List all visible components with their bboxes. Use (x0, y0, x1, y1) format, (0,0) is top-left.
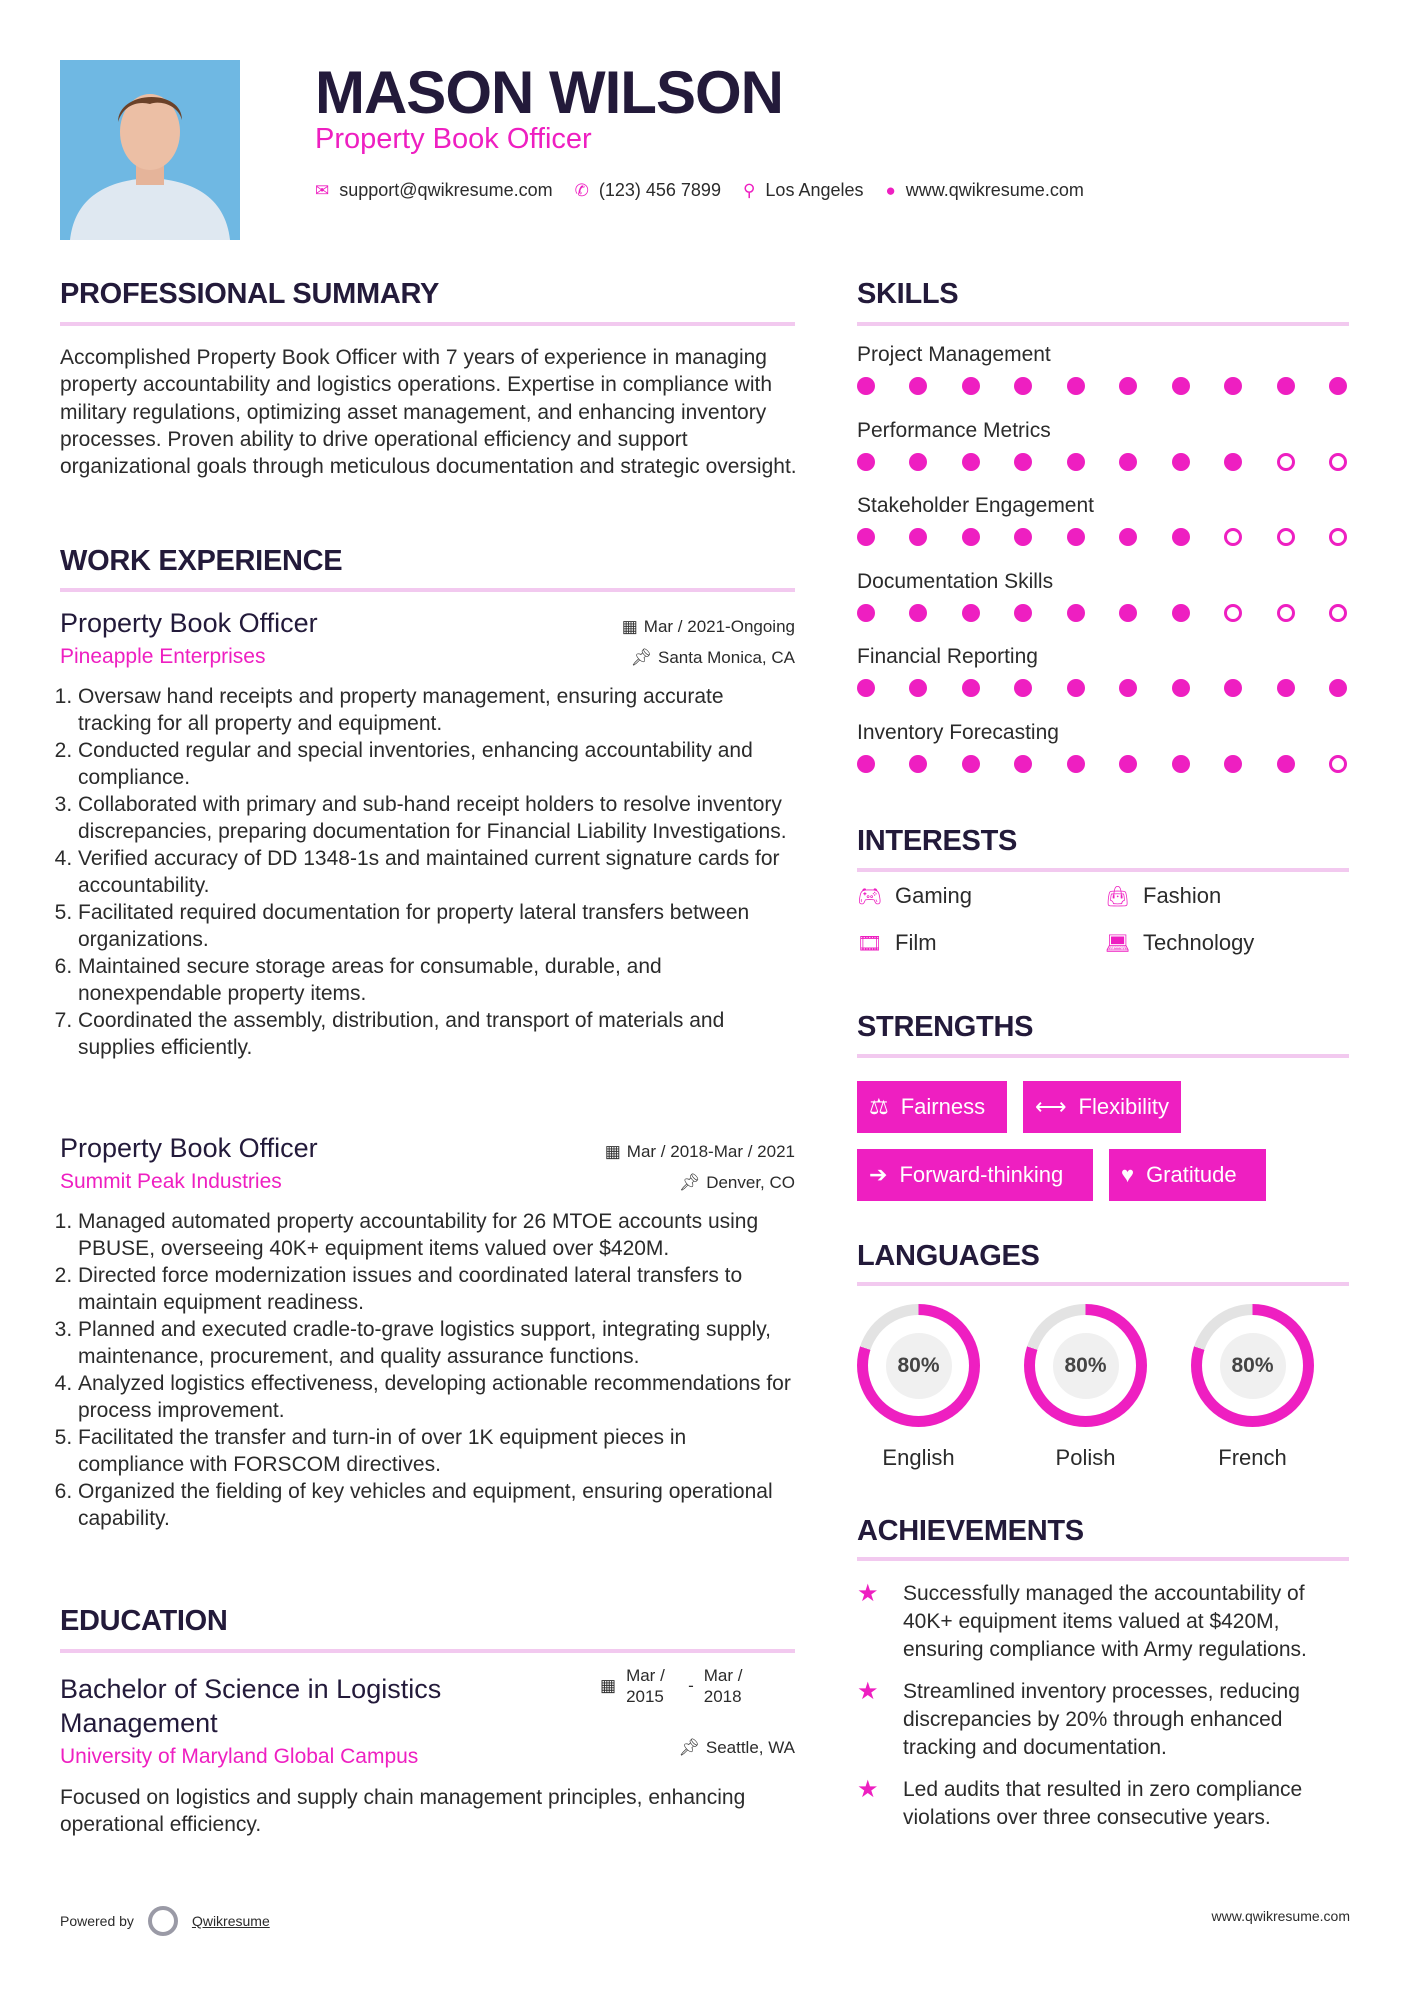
rating-dot-filled (1119, 604, 1137, 622)
rating-dot-empty (1329, 604, 1347, 622)
school-name: University of Maryland Global Campus (60, 1745, 419, 1768)
bullet: 1. Oversaw hand receipts and property management, ensuring accurate tracking for all property and equipment. (78, 683, 795, 737)
rating-dot-filled (1277, 377, 1295, 395)
rating-dot-filled (1172, 755, 1190, 773)
envelope-icon: ✉ (315, 180, 330, 200)
globe-icon: ● (885, 180, 896, 200)
company-name: Pineapple Enterprises (60, 645, 266, 668)
divider (60, 1649, 795, 1653)
rating-dot-filled (1014, 377, 1032, 395)
footer-website[interactable]: www.qwikresume.com (1211, 1908, 1350, 1924)
ring-hole (1035, 1315, 1136, 1416)
rating-dot-filled (857, 377, 875, 395)
shopping-bag-icon: 👜︎ (1105, 885, 1131, 908)
candidate-name: MASON WILSON (315, 59, 783, 126)
bullet: 1. Managed automated property accountability for 26 MTOE accounts using PBUSE, overseeing 40K+ equipment items valued over $420M. (78, 1208, 795, 1262)
interests-heading: INTERESTS (857, 825, 1018, 857)
powered-by-text: Powered by (60, 1913, 134, 1929)
achievement-text: Led audits that resulted in zero compliance violations over three consecutive years. (903, 1778, 1303, 1829)
thumbtack-icon: 📌︎ (630, 648, 652, 667)
language-percent: 80% (1220, 1333, 1286, 1399)
rating-dot-filled (962, 453, 980, 471)
rating-dot-filled (1224, 755, 1242, 773)
skill-rating (857, 377, 1347, 395)
skill-rating (857, 604, 1347, 622)
rating-dot-filled (857, 453, 875, 471)
strength-label: Fairness (900, 1094, 986, 1119)
strength-badge (1023, 1081, 1181, 1133)
laptop-icon: 💻︎ (1105, 932, 1131, 955)
balance-scale-icon: ⚖ (869, 1094, 889, 1119)
bullet: 5. Facilitated required documentation for property lateral transfers between organizations. (78, 899, 795, 953)
calendar-icon: ▦ (600, 1676, 617, 1695)
bullet: 6. Organized the fielding of key vehicles and equipment, ensuring operational capability. (78, 1478, 795, 1532)
bullet: 2. Conducted regular and special inventories, enhancing accountability and compliance. (78, 737, 795, 791)
rating-dot-filled (1329, 377, 1347, 395)
company-name: Summit Peak Industries (60, 1170, 282, 1193)
star-icon: ★ (857, 1580, 879, 1607)
skill-item (857, 570, 1357, 646)
calendar-icon: ▦ (604, 1142, 621, 1161)
summary-heading: PROFESSIONAL SUMMARY (60, 278, 440, 310)
rating-dot-filled (1014, 679, 1032, 697)
job-entry (60, 608, 795, 1061)
rating-dot-filled (1067, 755, 1085, 773)
rating-dot-filled (1014, 453, 1032, 471)
experience-heading: WORK EXPERIENCE (60, 545, 343, 577)
job-location: Santa Monica, CA (657, 648, 795, 667)
rating-dot-filled (1172, 528, 1190, 546)
summary-text: Accomplished Property Book Officer with 7 years of experience in managing property accountability and logistics operations. Expertise in compliance with military regulations, optimizing asset management, and enhancing inventory processes. Proven ability to drive operational efficiency and support organizational goals through meticulous documentation and strategic oversight. (60, 346, 797, 479)
education-heading: EDUCATION (60, 1605, 228, 1637)
location-text: Los Angeles (765, 180, 864, 200)
rating-dot-filled (1119, 755, 1137, 773)
bullet: 5. Facilitated the transfer and turn-in of over 1K equipment pieces in compliance with FORSCOM directives. (78, 1424, 795, 1478)
skill-item (857, 721, 1357, 797)
strength-badge (857, 1149, 1093, 1201)
rating-dot-empty (1277, 453, 1295, 471)
languages-list (857, 1304, 1314, 1471)
interest-item (1105, 930, 1254, 956)
skills-list (857, 343, 1357, 796)
skill-name: Inventory Forecasting (857, 720, 1059, 744)
language-name: Polish (1055, 1445, 1116, 1470)
rating-dot-filled (1224, 453, 1242, 471)
interest-label: Film (895, 930, 937, 955)
heart-icon: ♥ (1121, 1162, 1135, 1187)
language-progress-ring (857, 1304, 980, 1427)
job-title: Property Book Officer (60, 608, 318, 638)
rating-dot-empty (1329, 453, 1347, 471)
bullet: 6. Maintained secure storage areas for consumable, durable, and nonexpendable property items. (78, 953, 795, 1007)
rating-dot-filled (909, 679, 927, 697)
skill-rating (857, 453, 1347, 471)
rating-dot-empty (1329, 755, 1347, 773)
language-percent: 80% (1053, 1333, 1119, 1399)
language-progress-ring (1191, 1304, 1314, 1427)
bullet: 4. Analyzed logistics effectiveness, developing actionable recommendations for process improvement. (78, 1370, 795, 1424)
rating-dot-filled (1172, 453, 1190, 471)
skill-item (857, 419, 1357, 495)
degree-title: Bachelor of Science in Logistics Management (60, 1674, 442, 1738)
interest-label: Gaming (895, 883, 973, 908)
job-date: Mar / 2018-Mar / 2021 (626, 1142, 795, 1161)
rating-dot-filled (909, 755, 927, 773)
bullet: 7. Coordinated the assembly, distribution, and transport of materials and supplies efficiently. (78, 1007, 795, 1061)
achievement-text: Streamlined inventory processes, reducing discrepancies by 20% through enhanced tracking and documentation. (903, 1680, 1300, 1759)
language-item (857, 1304, 980, 1471)
rating-dot-filled (1014, 528, 1032, 546)
rating-dot-filled (909, 453, 927, 471)
rating-dot-filled (962, 679, 980, 697)
star-icon: ★ (857, 1678, 879, 1705)
bullet: 3. Planned and executed cradle-to-grave logistics support, integrating supply, maintenance, procurement, and quality assurance functions. (78, 1316, 795, 1370)
rating-dot-filled (857, 604, 875, 622)
education-start: Mar / 2015 (626, 1666, 665, 1706)
star-icon: ★ (857, 1776, 879, 1803)
rating-dot-filled (909, 528, 927, 546)
contact-row (315, 180, 1084, 201)
rating-dot-filled (1277, 755, 1295, 773)
interest-item (857, 930, 937, 956)
rating-dot-empty (1277, 604, 1295, 622)
interest-label: Fashion (1143, 883, 1222, 908)
rating-dot-filled (962, 528, 980, 546)
rating-dot-filled (962, 755, 980, 773)
strengths-heading: STRENGTHS (857, 1011, 1034, 1043)
rating-dot-filled (909, 604, 927, 622)
phone-icon: ✆ (574, 180, 589, 200)
rating-dot-filled (962, 604, 980, 622)
achievements-heading: ACHIEVEMENTS (857, 1515, 1084, 1547)
rating-dot-filled (1119, 377, 1137, 395)
rating-dot-filled (1067, 604, 1085, 622)
language-name: French (1218, 1445, 1287, 1470)
education-location-wrap (678, 1738, 795, 1758)
gamepad-icon: 🎮︎ (857, 885, 883, 908)
language-item (1024, 1304, 1147, 1471)
skills-heading: SKILLS (857, 278, 959, 310)
education-end: Mar / 2018 (703, 1666, 743, 1706)
rating-dot-empty (1224, 604, 1242, 622)
profile-photo (60, 60, 240, 240)
strength-badge (857, 1081, 1007, 1133)
website-link[interactable]: www.qwikresume.com (905, 180, 1084, 200)
skill-name: Performance Metrics (857, 418, 1051, 442)
ring-hole (868, 1315, 969, 1416)
languages-heading: LANGUAGES (857, 1240, 1040, 1272)
achievement-item (857, 1580, 1357, 1664)
rating-dot-filled (1014, 604, 1032, 622)
divider (857, 868, 1349, 872)
strength-label: Forward-thinking (899, 1162, 1064, 1187)
divider (60, 588, 795, 592)
arrow-right-icon: ➔ (869, 1162, 888, 1187)
phone-text: (123) 456 7899 (598, 180, 721, 200)
achievement-item (857, 1776, 1357, 1832)
skill-name: Stakeholder Engagement (857, 494, 1094, 517)
achievement-text: Successfully managed the accountability of 40K+ equipment items valued at $420M, ensuring compliance with Army regulations. (903, 1582, 1307, 1661)
rating-dot-filled (1067, 528, 1085, 546)
education-dates (600, 1665, 756, 1707)
rating-dot-filled (1277, 679, 1295, 697)
film-icon: 🎞︎ (857, 932, 883, 955)
job-date: Mar / 2021-Ongoing (643, 617, 795, 636)
divider (857, 322, 1349, 326)
skill-item (857, 645, 1357, 721)
rating-dot-filled (962, 377, 980, 395)
skill-rating (857, 528, 1347, 546)
qwikresume-logo-icon (148, 1906, 178, 1936)
arrows-h-icon: ⟷ (1035, 1094, 1067, 1119)
education-description: Focused on logistics and supply chain management principles, enhancing operational efficiency. (60, 1786, 746, 1837)
strength-badge (1109, 1149, 1266, 1201)
rating-dot-filled (1329, 679, 1347, 697)
job-bullets (60, 683, 795, 1061)
rating-dot-filled (857, 755, 875, 773)
rating-dot-empty (1329, 528, 1347, 546)
interest-item (857, 883, 972, 909)
achievement-item (857, 1678, 1357, 1762)
qwikresume-link[interactable]: Qwikresume (191, 1913, 270, 1929)
job-location: Denver, CO (706, 1173, 795, 1192)
divider (857, 1054, 1349, 1058)
bullet: 4. Verified accuracy of DD 1348-1s and maintained current signature cards for accountability. (78, 845, 795, 899)
rating-dot-filled (857, 679, 875, 697)
rating-dot-filled (1067, 453, 1085, 471)
job-bullets (60, 1208, 795, 1532)
skill-name: Project Management (857, 343, 1051, 366)
footer-left (60, 1906, 270, 1936)
rating-dot-filled (1172, 604, 1190, 622)
divider (857, 1557, 1349, 1561)
language-progress-ring (1024, 1304, 1147, 1427)
thumbtack-icon: 📌︎ (678, 1738, 700, 1757)
rating-dot-filled (1224, 679, 1242, 697)
job-entry (60, 1133, 795, 1532)
skill-rating (857, 679, 1347, 697)
interest-label: Technology (1143, 930, 1255, 955)
rating-dot-filled (1119, 679, 1137, 697)
calendar-icon: ▦ (621, 617, 638, 636)
candidate-title: Property Book Officer (315, 123, 592, 155)
divider (60, 322, 795, 326)
skill-item (857, 494, 1357, 570)
skill-name: Financial Reporting (857, 645, 1038, 668)
skill-item (857, 343, 1357, 419)
education-location: Seattle, WA (705, 1738, 795, 1757)
email-link[interactable]: support@qwikresume.com (339, 180, 553, 200)
skill-rating (857, 755, 1347, 773)
bullet: 2. Directed force modernization issues and coordinated lateral transfers to maintain equipment readiness. (78, 1262, 795, 1316)
language-percent: 80% (886, 1333, 952, 1399)
skill-name: Documentation Skills (857, 569, 1054, 593)
rating-dot-filled (857, 528, 875, 546)
bullet: 3. Collaborated with primary and sub-hand receipt holders to resolve inventory discrepancies, preparing documentation for Financial Liability Investigations. (78, 791, 795, 845)
achievements-list (857, 1580, 1357, 1832)
rating-dot-filled (1014, 755, 1032, 773)
date-separator: - (688, 1676, 694, 1695)
ring-hole (1202, 1315, 1303, 1416)
thumbtack-icon: 📌︎ (678, 1173, 701, 1192)
rating-dot-empty (1224, 528, 1242, 546)
strength-label: Gratitude (1146, 1162, 1237, 1187)
map-marker-icon: ⚲ (742, 180, 756, 200)
rating-dot-filled (1172, 377, 1190, 395)
rating-dot-filled (1067, 679, 1085, 697)
rating-dot-filled (1067, 377, 1085, 395)
rating-dot-filled (909, 377, 927, 395)
language-name: English (882, 1445, 955, 1470)
rating-dot-filled (1224, 377, 1242, 395)
rating-dot-empty (1277, 528, 1295, 546)
strength-label: Flexibility (1078, 1094, 1170, 1119)
language-item (1191, 1304, 1314, 1471)
job-title: Property Book Officer (60, 1133, 318, 1163)
interest-item (1105, 883, 1221, 909)
rating-dot-filled (1119, 528, 1137, 546)
divider (857, 1282, 1349, 1286)
rating-dot-filled (1172, 679, 1190, 697)
rating-dot-filled (1119, 453, 1137, 471)
